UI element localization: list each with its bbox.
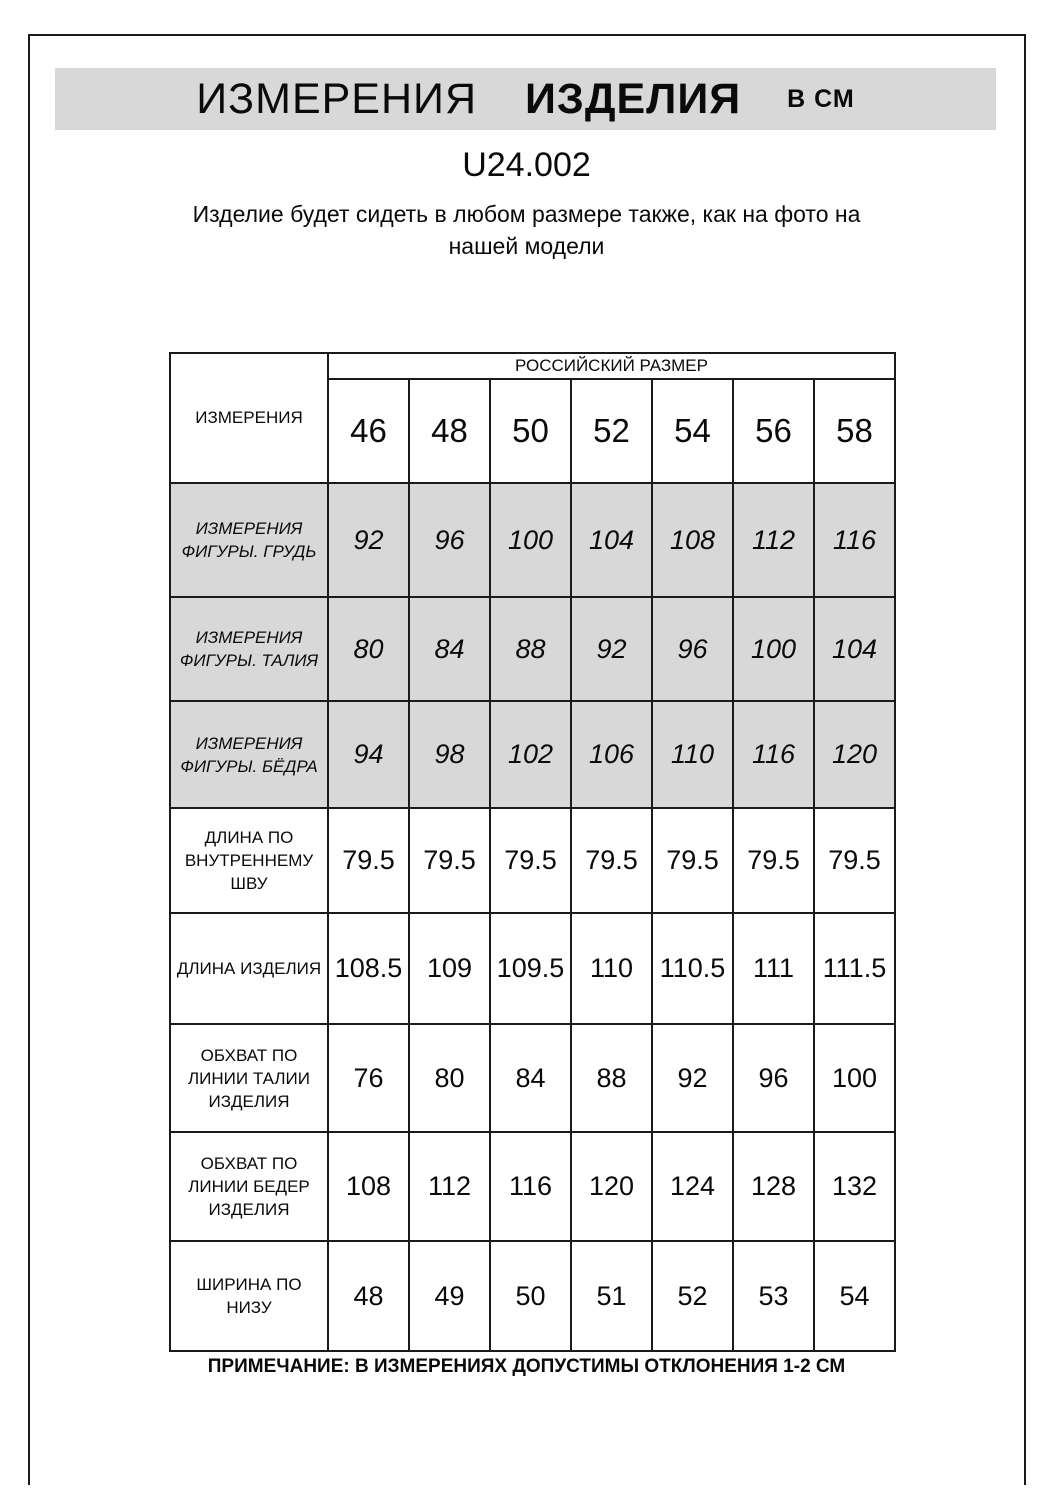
group-header-row [170, 353, 895, 379]
value-cell: 88 [490, 597, 571, 701]
value-cell: 100 [814, 1024, 895, 1132]
table-row [170, 913, 895, 1024]
value-cell: 80 [328, 597, 409, 701]
value-cell: 96 [652, 597, 733, 701]
value-cell: 111 [733, 913, 814, 1024]
value-cell: 96 [733, 1024, 814, 1132]
size-table [169, 352, 896, 1352]
size-header-cell: 48 [409, 379, 490, 483]
value-cell: 110.5 [652, 913, 733, 1024]
value-cell: 80 [409, 1024, 490, 1132]
value-cell: 84 [409, 597, 490, 701]
size-header-cell: 46 [328, 379, 409, 483]
row-label-cell: ШИРИНА ПО НИЗУ [170, 1241, 328, 1351]
value-cell: 79.5 [571, 808, 652, 913]
value-cell: 102 [490, 701, 571, 808]
row-label-cell: ОБХВАТ ПО ЛИНИИ БЕДЕР ИЗДЕЛИЯ [170, 1132, 328, 1241]
value-cell: 109.5 [490, 913, 571, 1024]
value-cell: 51 [571, 1241, 652, 1351]
value-cell: 49 [409, 1241, 490, 1351]
value-cell: 79.5 [814, 808, 895, 913]
value-cell: 96 [409, 483, 490, 597]
size-header-cell: 58 [814, 379, 895, 483]
row-label-cell: ИЗМЕРЕНИЯ ФИГУРЫ. ГРУДЬ [170, 483, 328, 597]
table-row [170, 1024, 895, 1132]
value-cell: 76 [328, 1024, 409, 1132]
value-cell: 94 [328, 701, 409, 808]
value-cell: 116 [733, 701, 814, 808]
value-cell: 79.5 [409, 808, 490, 913]
value-cell: 48 [328, 1241, 409, 1351]
value-cell: 111.5 [814, 913, 895, 1024]
value-cell: 120 [571, 1132, 652, 1241]
value-cell: 110 [652, 701, 733, 808]
title-banner [55, 68, 996, 130]
size-table-head [170, 353, 895, 483]
value-cell: 116 [814, 483, 895, 597]
size-header-cell: 54 [652, 379, 733, 483]
value-cell: 112 [409, 1132, 490, 1241]
value-cell: 92 [571, 597, 652, 701]
value-cell: 110 [571, 913, 652, 1024]
value-cell: 79.5 [328, 808, 409, 913]
value-cell: 84 [490, 1024, 571, 1132]
size-header-cell: 52 [571, 379, 652, 483]
value-cell: 92 [652, 1024, 733, 1132]
title-word-izmereniya: ИЗМЕРЕНИЯ [196, 74, 478, 123]
value-cell: 100 [490, 483, 571, 597]
table-row [170, 808, 895, 913]
value-cell: 128 [733, 1132, 814, 1241]
title-unit-cm: В СМ [787, 84, 855, 113]
value-cell: 108 [328, 1132, 409, 1241]
row-label-cell: ИЗМЕРЕНИЯ ФИГУРЫ. БЁДРА [170, 701, 328, 808]
fit-subtitle-line1: Изделие будет сидеть в любом размере также, как на фото на [192, 201, 861, 227]
corner-cell-izmereniya: ИЗМЕРЕНИЯ [170, 353, 328, 483]
value-cell: 50 [490, 1241, 571, 1351]
value-cell: 108 [652, 483, 733, 597]
table-row [170, 597, 895, 701]
value-cell: 79.5 [652, 808, 733, 913]
table-row [170, 1241, 895, 1351]
value-cell: 54 [814, 1241, 895, 1351]
row-label-cell: ДЛИНА ПО ВНУТРЕННЕМУ ШВУ [170, 808, 328, 913]
value-cell: 52 [652, 1241, 733, 1351]
value-cell: 132 [814, 1132, 895, 1241]
table-row [170, 701, 895, 808]
value-cell: 100 [733, 597, 814, 701]
row-label-cell: ДЛИНА ИЗДЕЛИЯ [170, 913, 328, 1024]
size-table-body [170, 483, 895, 1351]
title-word-izdeliya: ИЗДЕЛИЯ [525, 74, 742, 123]
value-cell: 79.5 [733, 808, 814, 913]
value-cell: 106 [571, 701, 652, 808]
value-cell: 108.5 [328, 913, 409, 1024]
fit-subtitle [28, 198, 1025, 262]
size-header-cell: 50 [490, 379, 571, 483]
value-cell: 98 [409, 701, 490, 808]
group-header-russian-size: РОССИЙСКИЙ РАЗМЕР [328, 353, 895, 379]
value-cell: 112 [733, 483, 814, 597]
value-cell: 124 [652, 1132, 733, 1241]
value-cell: 79.5 [490, 808, 571, 913]
fit-subtitle-line2: нашей модели [448, 233, 605, 259]
product-code: U24.002 [462, 146, 591, 184]
row-label-cell: ОБХВАТ ПО ЛИНИИ ТАЛИИ ИЗДЕЛИЯ [170, 1024, 328, 1132]
value-cell: 116 [490, 1132, 571, 1241]
value-cell: 53 [733, 1241, 814, 1351]
size-header-cell: 56 [733, 379, 814, 483]
value-cell: 104 [814, 597, 895, 701]
tolerance-note: ПРИМЕЧАНИЕ: В ИЗМЕРЕНИЯХ ДОПУСТИМЫ ОТКЛОНЕНИЯ 1-2 СМ [207, 1356, 846, 1377]
value-cell: 88 [571, 1024, 652, 1132]
row-label-cell: ИЗМЕРЕНИЯ ФИГУРЫ. ТАЛИЯ [170, 597, 328, 701]
value-cell: 109 [409, 913, 490, 1024]
value-cell: 92 [328, 483, 409, 597]
value-cell: 120 [814, 701, 895, 808]
table-row [170, 1132, 895, 1241]
value-cell: 104 [571, 483, 652, 597]
table-row [170, 483, 895, 597]
